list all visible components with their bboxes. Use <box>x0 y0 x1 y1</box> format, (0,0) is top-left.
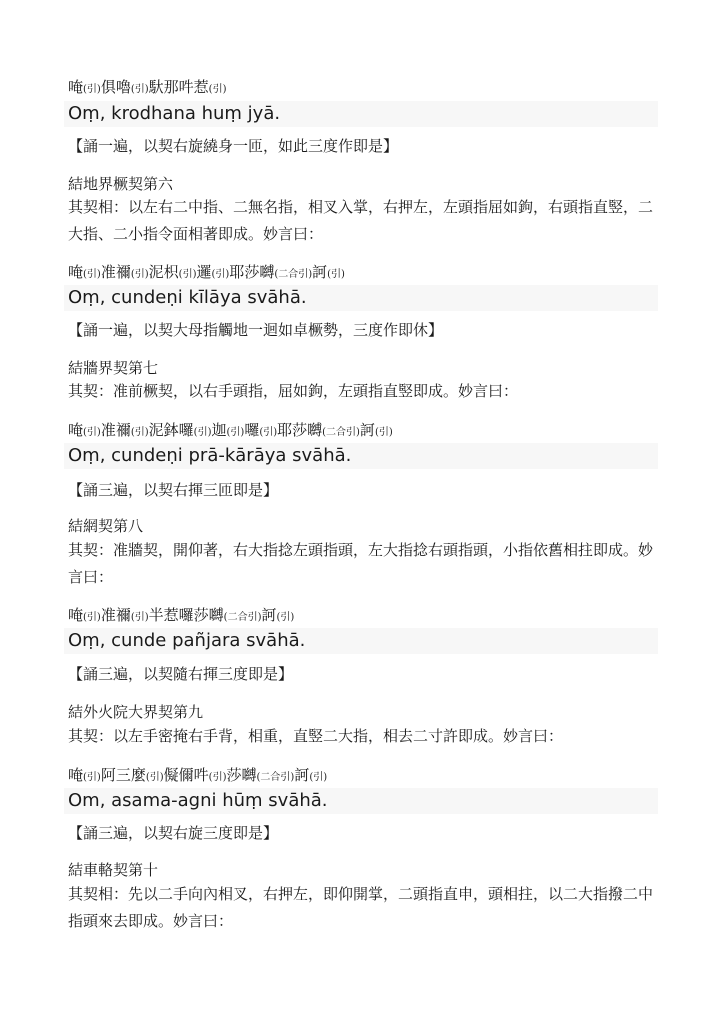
section-heading: 結牆界契第七 <box>68 359 159 377</box>
section-body: 其契：准前橛契，以右手頭指，屈如鉤，左頭指直竪即成。妙言曰： <box>68 382 519 400</box>
mantra-romanization: Oṃ, cundeṇi kīlāya svāhā. <box>64 285 658 311</box>
mantra-cjk: 唵(引)俱嚕(引)馱那吽惹(引) <box>68 78 227 96</box>
instruction-note: 【誦三遍，以契右揮三匝即是】 <box>68 481 279 499</box>
mantra-cjk: 唵(引)准禰(引)泥枳(引)邏(引)耶莎嚩(二合引)訶(引) <box>68 263 345 281</box>
mantra-romanization: Oṃ, krodhana huṃ jyā. <box>64 101 658 127</box>
mantra-romanization: Oṃ, cundeṇi prā-kārāya svāhā. <box>64 443 658 469</box>
section-heading: 結外火院大界契第九 <box>68 703 204 721</box>
mantra-romanization: Om, asama-agni hūṃ svāhā. <box>64 788 658 814</box>
section-body: 其契：以左手密掩右手背，相重，直竪二大指，相去二寸許即成。妙言曰： <box>68 727 564 745</box>
section-heading: 結網契第八 <box>68 517 144 535</box>
mantra-romanization: Oṃ, cunde pañjara svāhā. <box>64 628 658 654</box>
mantra-cjk: 唵(引)阿三麼(引)儗儞吽(引)莎嚩(二合引)訶(引) <box>68 766 328 784</box>
instruction-note: 【誦三遍，以契右旋三度即是】 <box>68 824 279 842</box>
section-heading: 結地界橛契第六 <box>68 175 174 193</box>
mantra-cjk: 唵(引)准禰(引)泥鉢囉(引)迦(引)囉(引)耶莎嚩(二合引)訶(引) <box>68 421 393 439</box>
instruction-note: 【誦三遍，以契隨右揮三度即是】 <box>68 665 294 683</box>
section-heading: 結車輅契第十 <box>68 861 159 879</box>
instruction-note: 【誦一遍，以契右旋繞身一匝，如此三度作即是】 <box>68 137 399 155</box>
instruction-note: 【誦一遍，以契大母指觸地一迴如卓橛勢，三度作即休】 <box>68 321 444 339</box>
section-body: 其契：准牆契，開仰著，右大指捻左頭指頭，左大指捻右頭指頭，小指依舊相拄即成。妙言曰： <box>68 541 654 586</box>
mantra-cjk: 唵(引)准禰(引)半惹囉莎嚩(二合引)訶(引) <box>68 606 295 624</box>
section-body: 其契相：以左右二中指、二無名指，相叉入掌，右押左，左頭指屈如鉤，右頭指直竪，二大指、二小指令面相著即成。妙言曰： <box>68 198 654 243</box>
section-body: 其契相：先以二手向內相叉，右押左，即仰開掌，二頭指直申，頭相拄，以二大指撥二中指頭來去即成。妙言曰： <box>68 885 654 930</box>
